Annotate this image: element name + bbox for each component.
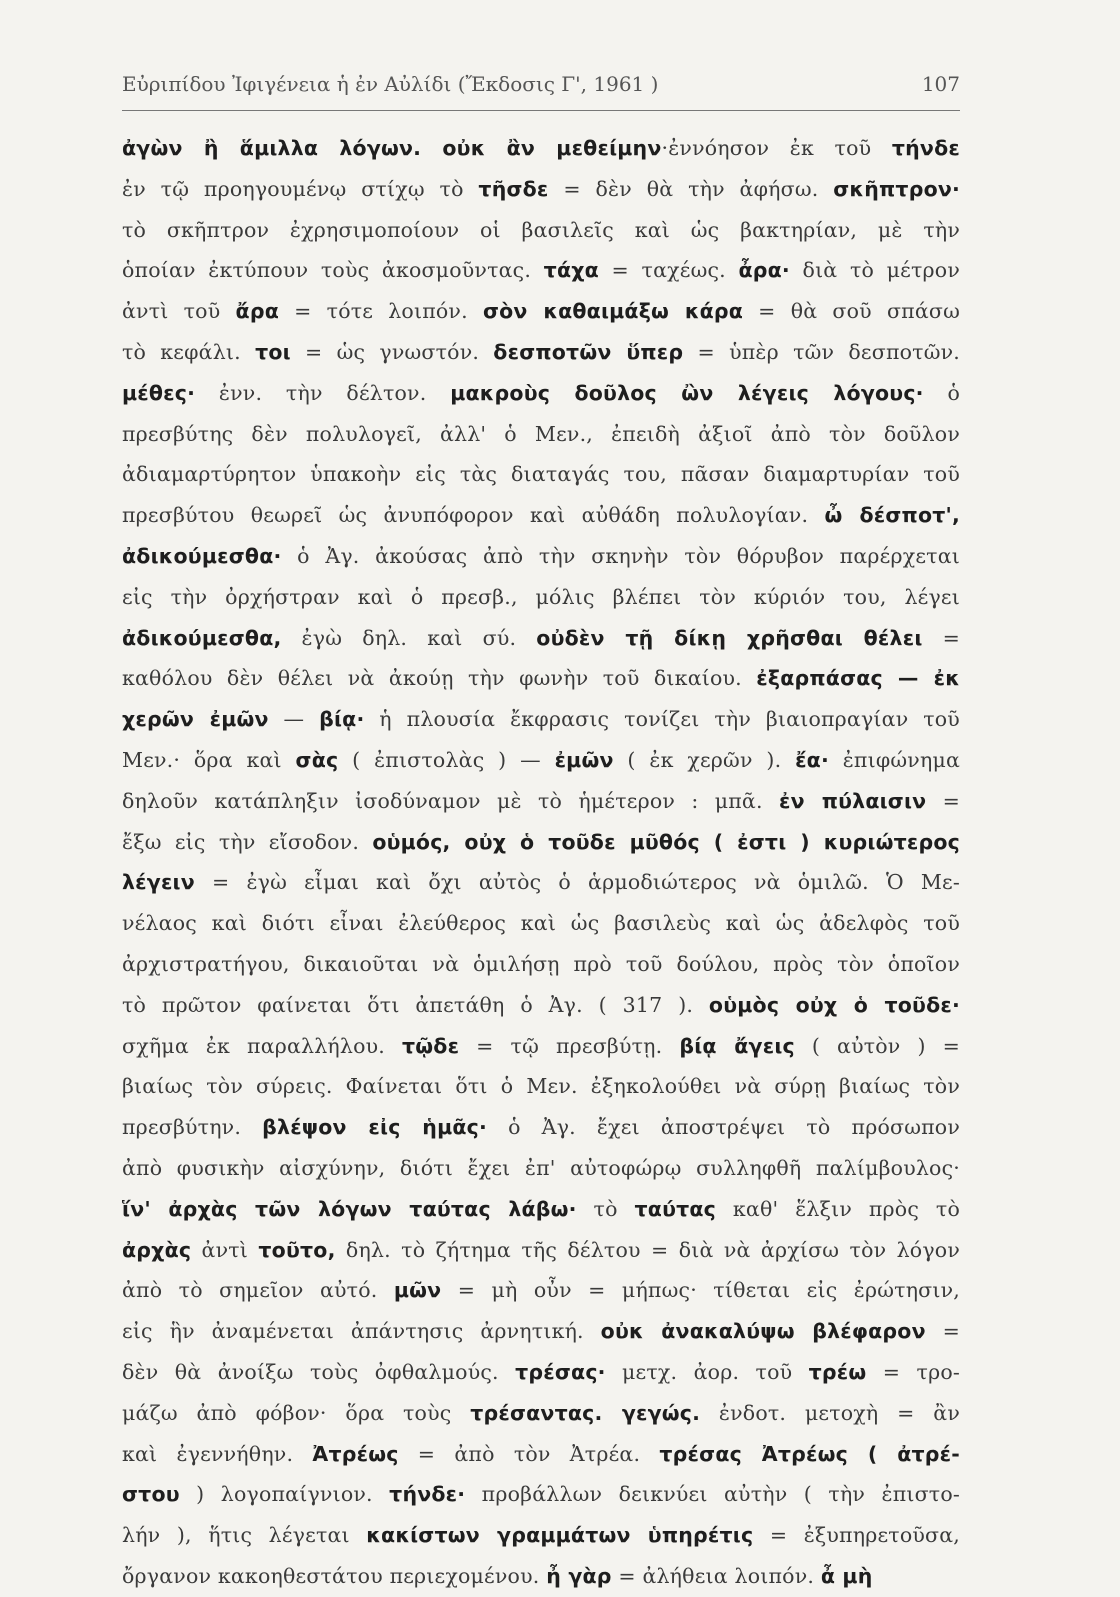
gloss-text: πρεσβύτου θεωρεῖ ὡς ἀνυπόφορον καὶ αὐθάδη πολυλογίαν. bbox=[122, 503, 825, 528]
gloss-text: βιαίως τὸν σύρεις. Φαίνεται ὅτι ὁ Μεν. ἐξηκολούθει νὰ σύρῃ βιαίως τὸν bbox=[122, 1074, 960, 1099]
lemma-bold: βλέψον εἰς ἡμᾶς· bbox=[262, 1115, 487, 1140]
lemma-bold: ἐμῶν bbox=[554, 747, 614, 772]
gloss-text: ἐπιφώνημα bbox=[828, 747, 960, 772]
gloss-text: Μεν.· ὅρα καὶ bbox=[122, 747, 296, 772]
text-line bbox=[122, 1270, 960, 1311]
text-line bbox=[122, 1026, 960, 1067]
lemma-bold: μακροὺς δοῦλος ὢν λέγεις λόγους· bbox=[450, 380, 924, 405]
lemma-bold: ἵν' ἀρχὰς τῶν λόγων ταύτας λάβω· bbox=[122, 1196, 577, 1221]
gloss-text: ( ἐπιστολὰς ) — bbox=[338, 747, 555, 772]
gloss-text: δηλοῦν κατάπληξιν ἰσοδύναμον μὲ τὸ ἡμέτερον : μπᾶ. bbox=[122, 788, 779, 813]
text-line bbox=[122, 985, 960, 1026]
lemma-bold: μέθες· bbox=[122, 380, 196, 405]
gloss-text: ὁ Ἀγ. ἔχει ἀποστρέψει τὸ πρόσωπον bbox=[486, 1115, 960, 1140]
gloss-text: = τότε λοιπόν. bbox=[278, 299, 483, 324]
text-line bbox=[122, 1556, 960, 1597]
gloss-text: = θὰ σοῦ σπάσω bbox=[743, 299, 960, 324]
text-line bbox=[122, 1515, 960, 1556]
lemma-bold: ἀδικούμεσθα, bbox=[122, 625, 282, 650]
text-line bbox=[122, 822, 960, 863]
gloss-text: = δὲν θὰ τὴν ἀφήσω. bbox=[548, 176, 834, 201]
lemma-bold: στου bbox=[122, 1482, 180, 1507]
text-line bbox=[122, 128, 960, 169]
lemma-bold: λέγειν bbox=[122, 870, 195, 895]
header-rule bbox=[122, 110, 960, 111]
lemma-bold: τρέω bbox=[808, 1359, 867, 1384]
lemma-bold: τοῦτο, bbox=[258, 1237, 336, 1262]
text-line bbox=[122, 373, 960, 414]
text-line bbox=[122, 291, 960, 332]
gloss-text: ( ἐκ χερῶν ). bbox=[613, 747, 796, 772]
lemma-bold: Ἀτρέως bbox=[312, 1441, 399, 1466]
gloss-text: = ὑπὲρ τῶν δεσποτῶν. bbox=[683, 339, 960, 364]
gloss-text: ἐνδοτ. μετοχὴ = ἂν bbox=[700, 1400, 960, 1425]
gloss-text: = τρο- bbox=[866, 1359, 960, 1384]
text-line bbox=[122, 903, 960, 944]
text-line bbox=[122, 740, 960, 781]
text-line bbox=[122, 332, 960, 373]
gloss-text: = bbox=[922, 625, 960, 650]
text-line bbox=[122, 658, 960, 699]
text-line bbox=[122, 1393, 960, 1434]
gloss-text: = bbox=[926, 788, 960, 813]
gloss-text: ἐγὼ δηλ. καὶ σύ. bbox=[281, 625, 537, 650]
gloss-text: ἡ πλουσία ἔκφρασις τονίζει τὴν βιαιοπραγίαν τοῦ bbox=[364, 707, 960, 732]
text-line bbox=[122, 1474, 960, 1515]
gloss-text: = ἀπὸ τὸν Ἀτρέα. bbox=[398, 1441, 660, 1466]
lemma-bold: σκῆπτρον· bbox=[833, 176, 960, 201]
gloss-text: ἀρχιστρατήγου, δικαιοῦται νὰ ὁμιλήσῃ πρὸ τοῦ δούλου, πρὸς τὸν ὁποῖον bbox=[122, 951, 960, 976]
running-title: Εὐριπίδου Ἰφιγένεια ἡ ἐν Αὐλίδι (Ἔκδοσις Γ', 1961 ) bbox=[122, 72, 659, 96]
gloss-text: εἰς τὴν ὀρχήστραν καὶ ὁ πρεσβ., μόλις βλέπει τὸν κύριόν του, λέγει bbox=[122, 584, 960, 609]
text-line bbox=[122, 414, 960, 455]
lemma-bold: τοι bbox=[255, 339, 291, 364]
lemma-bold: τρέσας· bbox=[515, 1359, 606, 1384]
lemma-bold: ταύτας bbox=[634, 1196, 717, 1221]
gloss-text: μάζω ἀπὸ φόβον· ὅρα τοὺς bbox=[122, 1400, 471, 1425]
text-line bbox=[122, 699, 960, 740]
lemma-bold: τῷδε bbox=[402, 1033, 460, 1058]
text-line bbox=[122, 536, 960, 577]
gloss-text: ἀπὸ τὸ σημεῖον αὐτό. bbox=[122, 1278, 394, 1303]
text-line bbox=[122, 495, 960, 536]
gloss-text: ὁ Ἀγ. ἀκούσας ἀπὸ τὴν σκηνὴν τὸν θόρυβον παρέρχεται bbox=[281, 543, 960, 568]
gloss-text: καθόλου δὲν θέλει νὰ ἀκούῃ τὴν φωνὴν τοῦ δικαίου. bbox=[122, 666, 757, 691]
gloss-text: ἀντὶ bbox=[191, 1237, 259, 1262]
lemma-bold: οὐκ ἀνακαλύψω βλέφαρον bbox=[600, 1319, 926, 1344]
lemma-bold: ἐξαρπάσας — ἐκ bbox=[756, 666, 960, 691]
lemma-bold: ἆ μὴ bbox=[820, 1563, 873, 1588]
lemma-bold: βίᾳ ἄγεις bbox=[679, 1033, 795, 1058]
lemma-bold: κακίστων γραμμάτων ὑπηρέτις bbox=[366, 1523, 754, 1548]
lemma-bold: σὰς bbox=[295, 747, 339, 772]
lemma-bold: ἀγὼν ἢ ἅμιλλα λόγων. οὐκ ἂν μεθείμην bbox=[122, 136, 662, 160]
text-line bbox=[122, 577, 960, 618]
lemma-bold: ἦ γὰρ bbox=[546, 1563, 612, 1588]
lemma-bold: τάχα bbox=[543, 258, 599, 283]
lemma-bold: μῶν bbox=[393, 1278, 442, 1303]
lemma-bold: τρέσαντας. γεγώς. bbox=[470, 1400, 701, 1425]
lemma-bold: ἄρα bbox=[235, 299, 279, 324]
text-line bbox=[122, 862, 960, 903]
gloss-text: διὰ τὸ μέτρον bbox=[789, 258, 960, 283]
gloss-text: ἀντὶ τοῦ bbox=[122, 299, 236, 324]
text-line bbox=[122, 1311, 960, 1352]
gloss-text: τὸ σκῆπτρον ἐχρησιμοποίουν οἱ βασιλεῖς καὶ ὡς βακτηρίαν, μὲ τὴν bbox=[122, 217, 960, 242]
gloss-text: ἐν τῷ προηγουμένῳ στίχῳ τὸ bbox=[122, 176, 479, 201]
text-line bbox=[122, 1434, 960, 1475]
gloss-text: ὁποίαν ἐκτύπουν τοὺς ἀκοσμοῦντας. bbox=[122, 258, 544, 283]
text-line bbox=[122, 1189, 960, 1230]
gloss-text: = ὡς γνωστόν. bbox=[290, 339, 494, 364]
gloss-text: καθ' ἕλξιν πρὸς τὸ bbox=[716, 1196, 960, 1221]
lemma-bold: βίᾳ· bbox=[319, 707, 365, 732]
lemma-bold: οὐδὲν τῇ δίκῃ χρῆσθαι θέλει bbox=[536, 625, 923, 650]
text-line bbox=[122, 1230, 960, 1271]
gloss-text: ὁ bbox=[923, 380, 960, 405]
gloss-text: ) λογοπαίγνιον. bbox=[179, 1482, 390, 1507]
gloss-text: πρεσβύτης δὲν πολυλογεῖ, ἀλλ' ὁ Μεν., ἐπειδὴ ἀξιοῖ ἀπὸ τὸν δοῦλον bbox=[122, 421, 960, 446]
text-line bbox=[122, 1352, 960, 1393]
gloss-text: δηλ. τὸ ζήτημα τῆς δέλτου = διὰ νὰ ἀρχίσω τὸν λόγον bbox=[335, 1237, 960, 1262]
lemma-bold: οὑμός, οὐχ ὁ τοῦδε μῦθός ( ἐστι ) κυριώτερος bbox=[372, 829, 960, 854]
lemma-bold: σὸν καθαιμάξω κάρα bbox=[482, 299, 744, 324]
gloss-text: = ταχέως. bbox=[598, 258, 739, 283]
text-line bbox=[122, 781, 960, 822]
gloss-text: = ἀλήθεια λοιπόν. bbox=[611, 1563, 821, 1588]
gloss-text: ( αὐτὸν ) = bbox=[794, 1033, 960, 1058]
running-header bbox=[122, 72, 960, 96]
gloss-text: δὲν θὰ ἀνοίξω τοὺς ὀφθαλμούς. bbox=[122, 1359, 516, 1384]
lemma-bold: ἀρχὰς bbox=[122, 1237, 192, 1262]
text-line bbox=[122, 454, 960, 495]
gloss-text: νέλαος καὶ διότι εἶναι ἐλεύθερος καὶ ὡς βασιλεὺς καὶ ὡς ἀδελφὸς τοῦ bbox=[122, 911, 960, 936]
text-line bbox=[122, 1148, 960, 1189]
gloss-text: = ἐξυπηρετοῦσα, bbox=[753, 1523, 960, 1548]
gloss-text: ἐνν. τὴν δέλτον. bbox=[195, 380, 451, 405]
gloss-text: = bbox=[925, 1319, 960, 1344]
text-line bbox=[122, 250, 960, 291]
gloss-text: πρεσβύτην. bbox=[122, 1115, 263, 1140]
gloss-text: ἀδιαμαρτύρητον ὑπακοὴν εἰς τὰς διαταγάς του, πᾶσαν διαμαρτυρίαν τοῦ bbox=[122, 462, 960, 487]
gloss-text: = τῷ πρεσβύτῃ. bbox=[459, 1033, 680, 1058]
lemma-bold: τήνδε bbox=[891, 136, 960, 160]
gloss-text: καὶ ἐγεννήθην. bbox=[122, 1441, 313, 1466]
gloss-text: ἀπὸ φυσικὴν αἰσχύνην, διότι ἔχει ἐπ' αὐτοφώρῳ συλληφθῆ παλίμβουλος· bbox=[122, 1155, 960, 1180]
gloss-text: σχῆμα ἐκ παραλλήλου. bbox=[122, 1033, 402, 1058]
text-line bbox=[122, 210, 960, 251]
gloss-text: τὸ πρῶτον φαίνεται ὅτι ἀπετάθη ὁ Ἀγ. ( 317 ). bbox=[122, 992, 709, 1017]
gloss-text: προβάλλων δεικνύει αὐτὴν ( τὴν ἐπιστο- bbox=[465, 1482, 960, 1507]
gloss-text: ·ἐννόησον ἐκ τοῦ bbox=[661, 136, 892, 160]
lemma-bold: ὦ δέσποτ', bbox=[824, 503, 960, 528]
commentary-body bbox=[122, 128, 960, 1597]
lemma-bold: τήνδε· bbox=[389, 1482, 466, 1507]
text-line bbox=[122, 169, 960, 210]
lemma-bold: ἀδικούμεσθα· bbox=[122, 543, 282, 568]
lemma-bold: δεσποτῶν ὕπερ bbox=[493, 339, 684, 364]
lemma-bold: ἐν πύλαισιν bbox=[779, 788, 927, 813]
gloss-text: = μὴ οὖν = μήπως· τίθεται εἰς ἐρώτησιν, bbox=[441, 1278, 960, 1303]
text-line bbox=[122, 1107, 960, 1148]
gloss-text: — bbox=[268, 707, 320, 732]
page-number: 107 bbox=[921, 72, 960, 96]
gloss-text: ἔξω εἰς τὴν εἴσοδον. bbox=[122, 829, 373, 854]
gloss-text: τὸ bbox=[576, 1196, 635, 1221]
gloss-text: τὸ κεφάλι. bbox=[122, 339, 256, 364]
text-line bbox=[122, 618, 960, 659]
lemma-bold: ἆρα· bbox=[738, 258, 790, 283]
gloss-text: = ἐγὼ εἶμαι καὶ ὄχι αὐτὸς ὁ ἁρμοδιώτερος νὰ ὁμιλῶ. Ὁ Με- bbox=[194, 870, 960, 895]
text-line bbox=[122, 944, 960, 985]
lemma-bold: χερῶν ἐμῶν bbox=[122, 707, 269, 732]
lemma-bold: τρέσας Ἀτρέως ( ἀτρέ- bbox=[659, 1441, 960, 1466]
text-line bbox=[122, 1066, 960, 1107]
gloss-text: λήν ), ἥτις λέγεται bbox=[122, 1523, 367, 1548]
lemma-bold: ἔα· bbox=[795, 747, 829, 772]
gloss-text: ὄργανον κακοηθεστάτου περιεχομένου. bbox=[122, 1563, 547, 1588]
lemma-bold: οὑμὸς οὐχ ὁ τοῦδε· bbox=[708, 992, 960, 1017]
lemma-bold: τῆσδε bbox=[478, 176, 549, 201]
gloss-text: μετχ. ἀορ. τοῦ bbox=[605, 1359, 809, 1384]
gloss-text: εἰς ἣν ἀναμένεται ἀπάντησις ἀρνητική. bbox=[122, 1319, 601, 1344]
